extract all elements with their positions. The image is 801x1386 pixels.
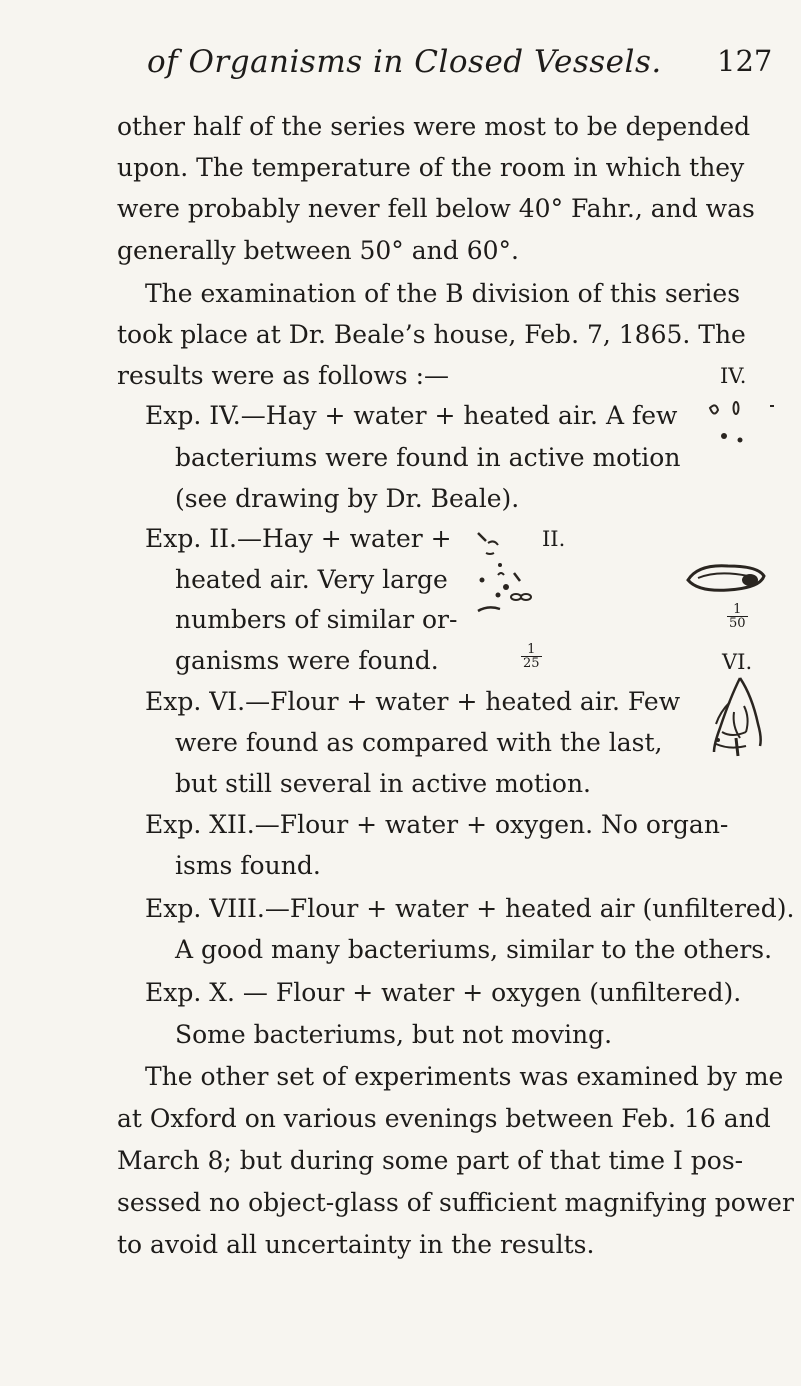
body-line: Exp. II.—Hay + water + xyxy=(145,524,452,553)
body-line: results were as follows :— xyxy=(117,361,450,390)
body-line: were found as compared with the last, xyxy=(175,728,663,757)
scale-denominator: 50 xyxy=(729,616,746,631)
body-line: upon. The temperature of the room in which they xyxy=(117,153,745,182)
figure-label-ii: II. xyxy=(542,527,566,551)
page-number: 127 xyxy=(717,44,773,78)
body-line: A good many bacteriums, similar to the others. xyxy=(175,935,773,964)
body-line: generally between 50° and 60°. xyxy=(117,236,519,265)
body-line: sessed no object-glass of sufficient magnifying power xyxy=(117,1188,794,1217)
body-line: heated air. Very large xyxy=(175,565,448,594)
running-title: of Organisms in Closed Vessels. xyxy=(147,44,662,80)
scale-fraction-ii xyxy=(521,643,542,670)
bacteria-drawing-iv xyxy=(700,398,780,458)
figure-label-vi: VI. xyxy=(722,650,753,674)
body-line: took place at Dr. Beale’s house, Feb. 7, 1865. The xyxy=(117,320,746,349)
body-line: March 8; but during some part of that time I pos- xyxy=(117,1146,744,1175)
body-line: The examination of the B division of this series xyxy=(145,279,741,308)
figure-label-iv: IV. xyxy=(720,364,747,388)
organism-drawing-vi xyxy=(700,672,770,762)
scale-numerator: 1 xyxy=(521,643,542,657)
body-line: The other set of experiments was examined by me xyxy=(145,1062,784,1091)
organism-drawing-large xyxy=(680,560,770,600)
scale-numerator: 1 xyxy=(727,603,748,617)
body-line: Exp. IV.—Hay + water + heated air. A few xyxy=(145,401,678,430)
body-line: bacteriums were found in active motion xyxy=(175,443,681,472)
body-line: Some bacteriums, but not moving. xyxy=(175,1020,613,1049)
body-line: (see drawing by Dr. Beale). xyxy=(175,484,520,513)
body-line: to avoid all uncertainty in the results. xyxy=(117,1230,595,1259)
scale-denominator: 25 xyxy=(523,656,540,671)
bacteria-drawing-ii xyxy=(470,525,550,625)
body-line: Exp. VIII.—Flour + water + heated air (unfiltered). xyxy=(145,894,795,923)
body-line: Exp. VI.—Flour + water + heated air. Few xyxy=(145,687,681,716)
body-line: other half of the series were most to be depended xyxy=(117,112,751,141)
body-line: were probably never fell below 40° Fahr., and was xyxy=(117,194,755,223)
body-line: Exp. XII.—Flour + water + oxygen. No organ- xyxy=(145,810,729,839)
body-line: at Oxford on various evenings between Feb. 16 and xyxy=(117,1104,771,1133)
scale-fraction-right xyxy=(727,603,748,630)
body-line: but still several in active motion. xyxy=(175,769,592,798)
body-line: numbers of similar or- xyxy=(175,605,458,634)
body-line: isms found. xyxy=(175,851,321,880)
body-line: Exp. X. — Flour + water + oxygen (unfiltered). xyxy=(145,978,742,1007)
body-line: ganisms were found. xyxy=(175,646,439,675)
